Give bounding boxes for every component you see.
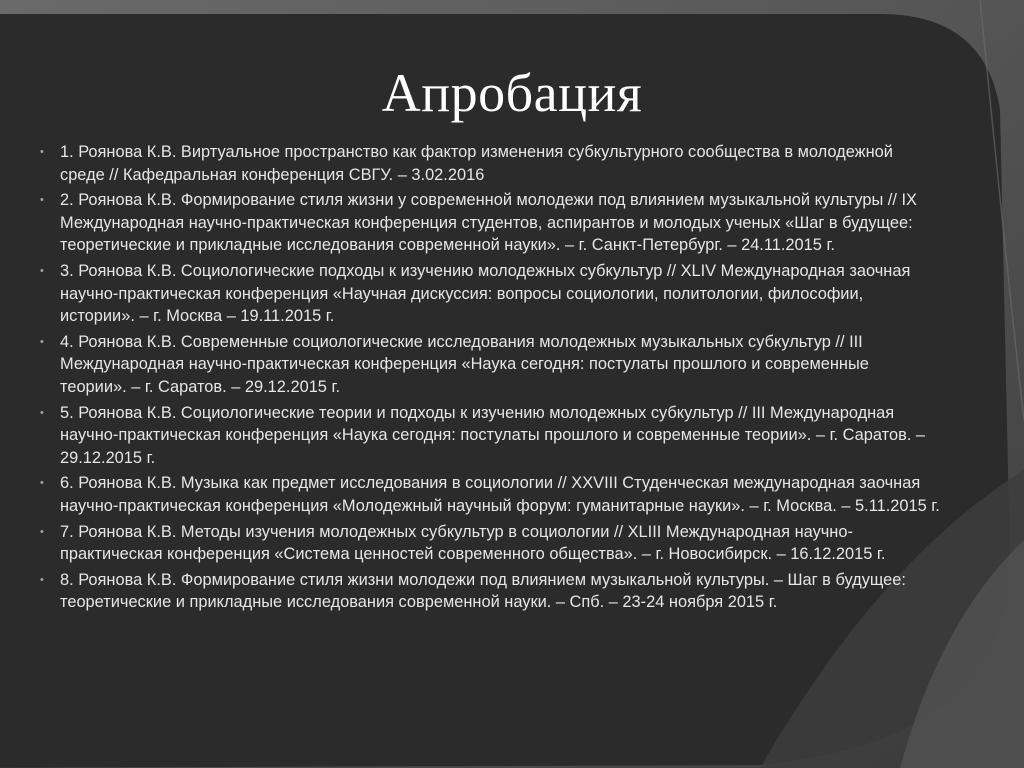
list-item	[40, 402, 940, 470]
bullet-icon: •	[40, 406, 44, 419]
bullet-icon: •	[40, 194, 44, 207]
bullet-icon: •	[40, 573, 44, 586]
bullet-icon: •	[40, 525, 44, 538]
list-item	[40, 141, 940, 186]
item-text: 1. Роянова К.В. Виртуальное пространство как фактор изменения субкультурного сообщества в молодежной среде // Кафедральная конференция СВГУ. – 3.02.2016	[60, 143, 893, 184]
bullet-icon: •	[40, 335, 44, 348]
slide-title: Апробация	[381, 63, 643, 123]
list-item	[40, 472, 940, 517]
item-text: 2. Роянова К.В. Формирование стиля жизни у современной молодежи под влиянием музыкальной культуры // IX Международная научно-практическая конференция студентов, аспирантов и молодых ученых «Шаг в будущее: теоретические и прикладные исследования современной науки». – г. Санкт-Петербург. – 24.11.2015 г.	[60, 191, 917, 255]
bullet-icon: •	[40, 146, 44, 158]
item-text: 7. Роянова К.В. Методы изучения молодежных субкультур в социологии // XLIII Международная научно-практическая конференция «Система ценностей современного общества». – г. Новосибирск. – 16.12.2015 г.	[60, 522, 886, 564]
bullet-icon: •	[40, 477, 44, 490]
item-text: 5. Роянова К.В. Социологические теории и подходы к изучению молодежных субкультур // III Международная научно-практическая конференция «Наука сегодня: постулаты прошлого и современные теории». – г. Саратов. – 29.12.2015 г.	[60, 403, 926, 467]
list-item	[40, 189, 940, 257]
item-text: 6. Роянова К.В. Музыка как предмет исследования в социологии // XXVIII Студенческая международная заочная научно-практическая конференция «Молодежный научный форум: гуманитарные науки». – г. Москва. – 5.11.2015 г.	[60, 474, 940, 515]
publication-list	[40, 141, 940, 617]
list-item	[40, 521, 940, 566]
bullet-icon: •	[40, 264, 44, 277]
item-text: 8. Роянова К.В. Формирование стиля жизни молодежи под влиянием музыкальной культуры. – Шаг в будущее: теоретические и прикладные исследования современной науки. – Спб. – 23-24 ноября 2015 г.	[60, 570, 906, 612]
list-item	[40, 331, 940, 399]
item-text: 4. Роянова К.В. Современные социологические исследования молодежных музыкальных субкультур // III Международная научно-практическая конференция «Наука сегодня: постулаты прошлого и современные теории». – г. Саратов. – 29.12.2015 г.	[60, 332, 869, 396]
list-item	[40, 569, 940, 614]
item-text: 3. Роянова К.В. Социологические подходы к изучению молодежных субкультур // XLIV Международная заочная научно-практическая конференция «Научная дискуссия: вопросы социологии, политологии, философии, истории». – г. Москва – 19.11.2015 г.	[60, 261, 911, 326]
list-item	[40, 260, 940, 328]
